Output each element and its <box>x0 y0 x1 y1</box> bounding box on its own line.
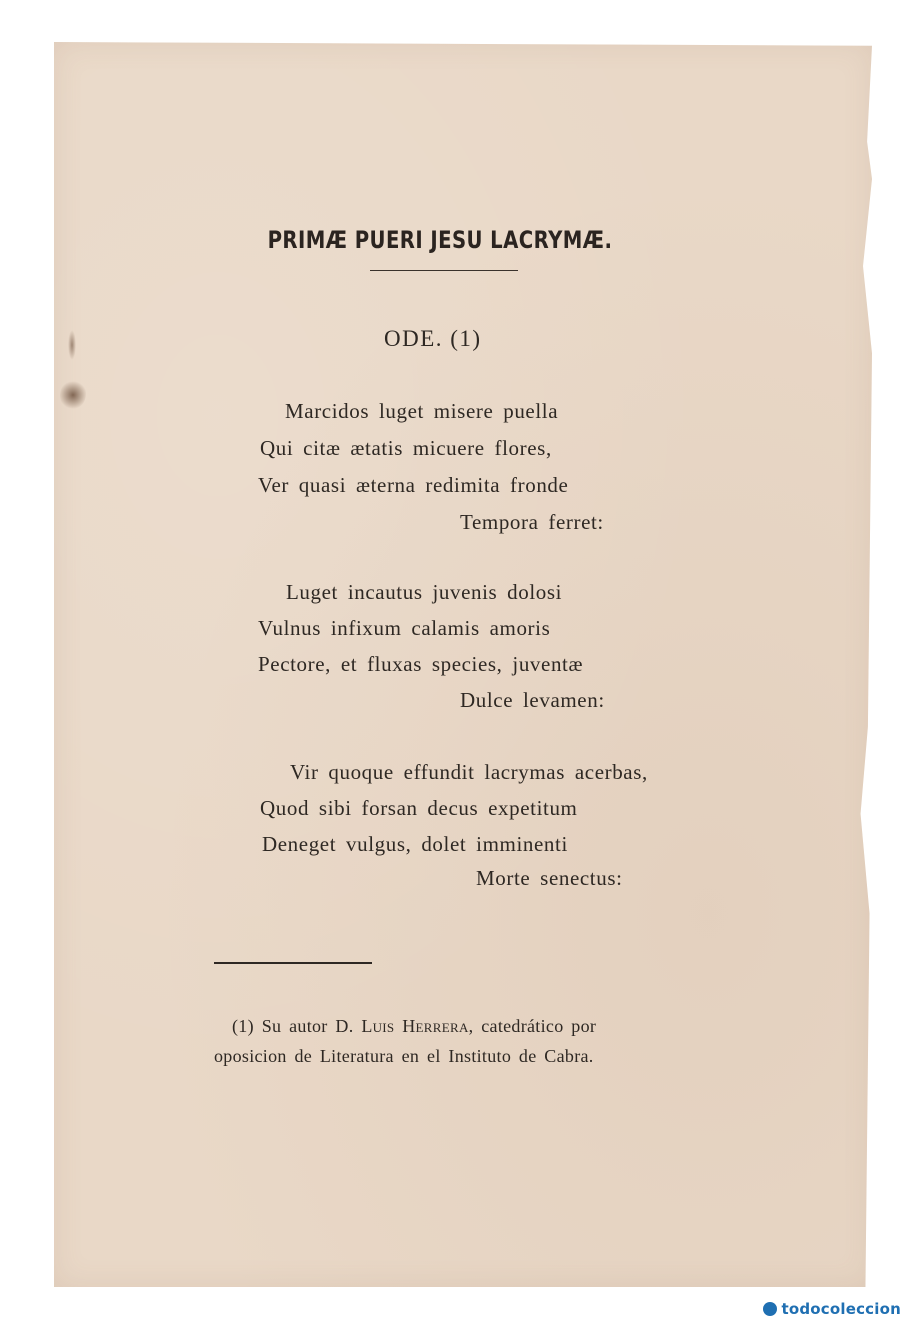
page-title: PRIMÆ PUERI JESU LACRYMÆ. <box>267 226 613 254</box>
stanza-3-line-1: Vir quoque effundit lacrymas acerbas, <box>290 760 648 784</box>
stanza-3-line-4: Morte senectus: <box>476 866 623 890</box>
stanza-1-line-1: Marcidos luget misere puella <box>285 399 559 423</box>
todocoleccion-logo-icon <box>763 1302 777 1316</box>
stanza-1-line-3: Ver quasi æterna redimita fronde <box>258 473 569 497</box>
footnote-marker: (1) <box>232 1016 254 1036</box>
stanza-2-line-4: Dulce levamen: <box>460 688 605 712</box>
stanza-2-line-3: Pectore, et fluxas species, juventæ <box>258 652 584 676</box>
title-divider <box>370 270 518 271</box>
footnote-line-1 <box>232 1016 596 1037</box>
footnote-author: Luis Herrera, <box>361 1016 474 1036</box>
stanza-2-line-1: Luget incautus juvenis dolosi <box>286 580 563 604</box>
ink-stain-small <box>68 330 76 360</box>
ode-heading: ODE. (1) <box>384 326 482 351</box>
stanza-1-line-4: Tempora ferret: <box>460 510 604 534</box>
footnote-text-after: catedrático por <box>481 1016 597 1036</box>
watermark <box>763 1300 901 1318</box>
stanza-1-line-2: Qui citæ ætatis micuere flores, <box>260 436 552 460</box>
stanza-2-line-2: Vulnus infixum calamis amoris <box>258 616 551 640</box>
watermark-text: todocoleccion <box>781 1300 901 1318</box>
footnote-text-before: Su autor D. <box>261 1016 354 1036</box>
stanza-3-line-3: Deneget vulgus, dolet imminenti <box>262 832 568 856</box>
stanza-3-line-2: Quod sibi forsan decus expetitum <box>260 796 578 820</box>
footnote-line-2: oposicion de Literatura en el Instituto de Cabra. <box>214 1046 594 1066</box>
footnote-divider <box>214 962 372 964</box>
